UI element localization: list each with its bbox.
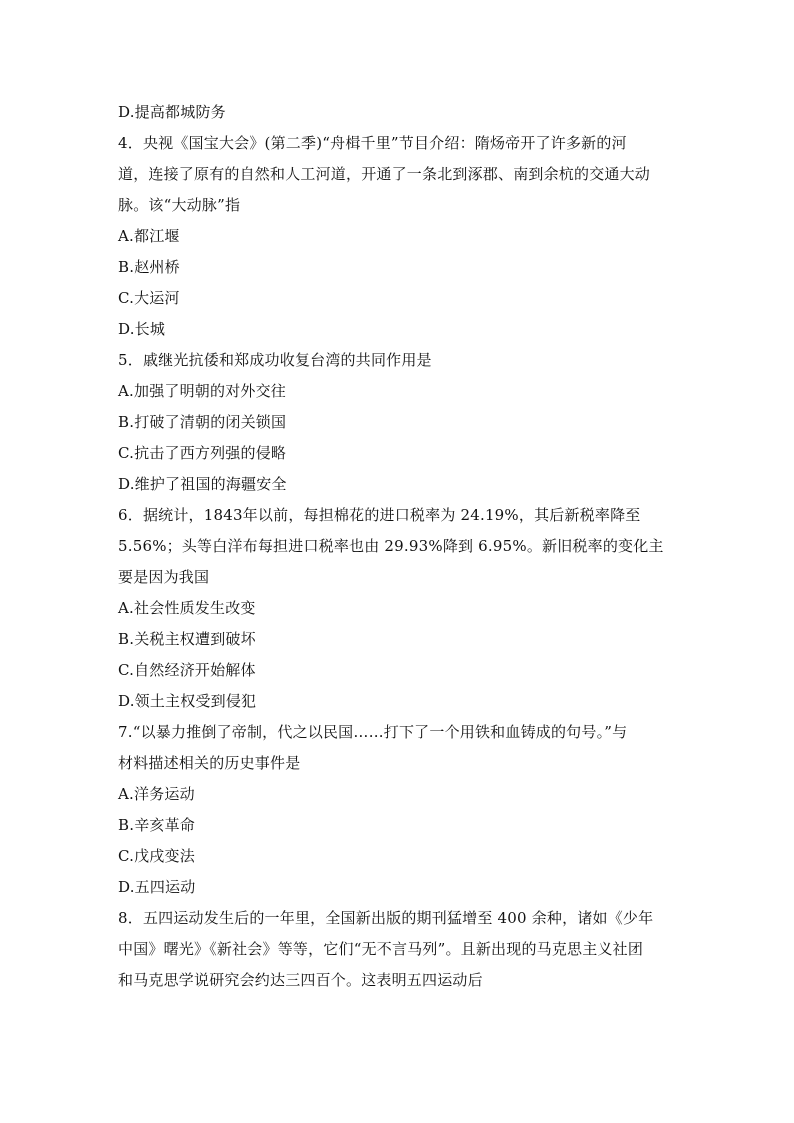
question-7-stem-line-2: 材料描述相关的历史事件是 bbox=[118, 754, 301, 772]
option-a-q5: A.加强了明朝的对外交往 bbox=[118, 382, 287, 400]
question-6-stem-line-2: 5.56%；头等白洋布每担进口税率也由 29.93%降到 6.95%。新旧税率的变化主 bbox=[118, 537, 664, 555]
option-c-q4: C.大运河 bbox=[118, 289, 180, 307]
question-6-stem-line-1: 6．据统计，1843年以前，每担棉花的进口税率为 24.19%，其后新税率降至 bbox=[118, 506, 641, 524]
option-d-q5: D.维护了祖国的海疆安全 bbox=[118, 475, 287, 493]
option-a-q7: A.洋务运动 bbox=[118, 785, 195, 803]
question-4-stem-line-2: 道，连接了原有的自然和人工河道，开通了一条北到涿郡、南到余杭的交通大动 bbox=[118, 165, 651, 183]
question-4-stem-line-3: 脉。该“大动脉”指 bbox=[118, 196, 241, 214]
option-b-q5: B.打破了清朝的闭关锁国 bbox=[118, 413, 287, 431]
option-d-q7: D.五四运动 bbox=[118, 878, 196, 896]
question-4-stem-line-1: 4．央视《国宝大会》(第二季)“舟楫千里”节目介绍：隋炀帝开了许多新的河 bbox=[118, 134, 627, 152]
question-8-stem-line-1: 8．五四运动发生后的一年里，全国新出版的期刊猛增至 400 余种，诸如《少年 bbox=[118, 909, 654, 927]
document-page bbox=[118, 97, 678, 996]
option-b-q7: B.辛亥革命 bbox=[118, 816, 195, 834]
option-a-q6: A.社会性质发生改变 bbox=[118, 599, 256, 617]
option-d-q6: D.领土主权受到侵犯 bbox=[118, 692, 257, 710]
option-c-q5: C.抗击了西方列强的侵略 bbox=[118, 444, 287, 462]
option-c-q6: C.自然经济开始解体 bbox=[118, 661, 256, 679]
question-7-stem-line-1: 7.“以暴力推倒了帝制，代之以民国……打下了一个用铁和血铸成的句号。”与 bbox=[118, 723, 628, 741]
option-b-q6: B.关税主权遭到破坏 bbox=[118, 630, 256, 648]
question-8-stem-line-2: 中国》曙光》《新社会》等等，它们“无不言马列”。且新出现的马克思主义社团 bbox=[118, 940, 644, 958]
option-d-q4: D.长城 bbox=[118, 320, 166, 338]
option-a-q4: A.都江堰 bbox=[118, 227, 180, 245]
option-b-q4: B.赵州桥 bbox=[118, 258, 180, 276]
option-c-q7: C.戊戌变法 bbox=[118, 847, 195, 865]
option-d-q3: D.提高都城防务 bbox=[118, 103, 226, 121]
question-6-stem-line-3: 要是因为我国 bbox=[118, 568, 210, 586]
question-5-stem: 5．戚继光抗倭和郑成功收复台湾的共同作用是 bbox=[118, 351, 432, 369]
question-8-stem-line-3: 和马克思学说研究会约达三四百个。这表明五四运动后 bbox=[118, 971, 483, 989]
